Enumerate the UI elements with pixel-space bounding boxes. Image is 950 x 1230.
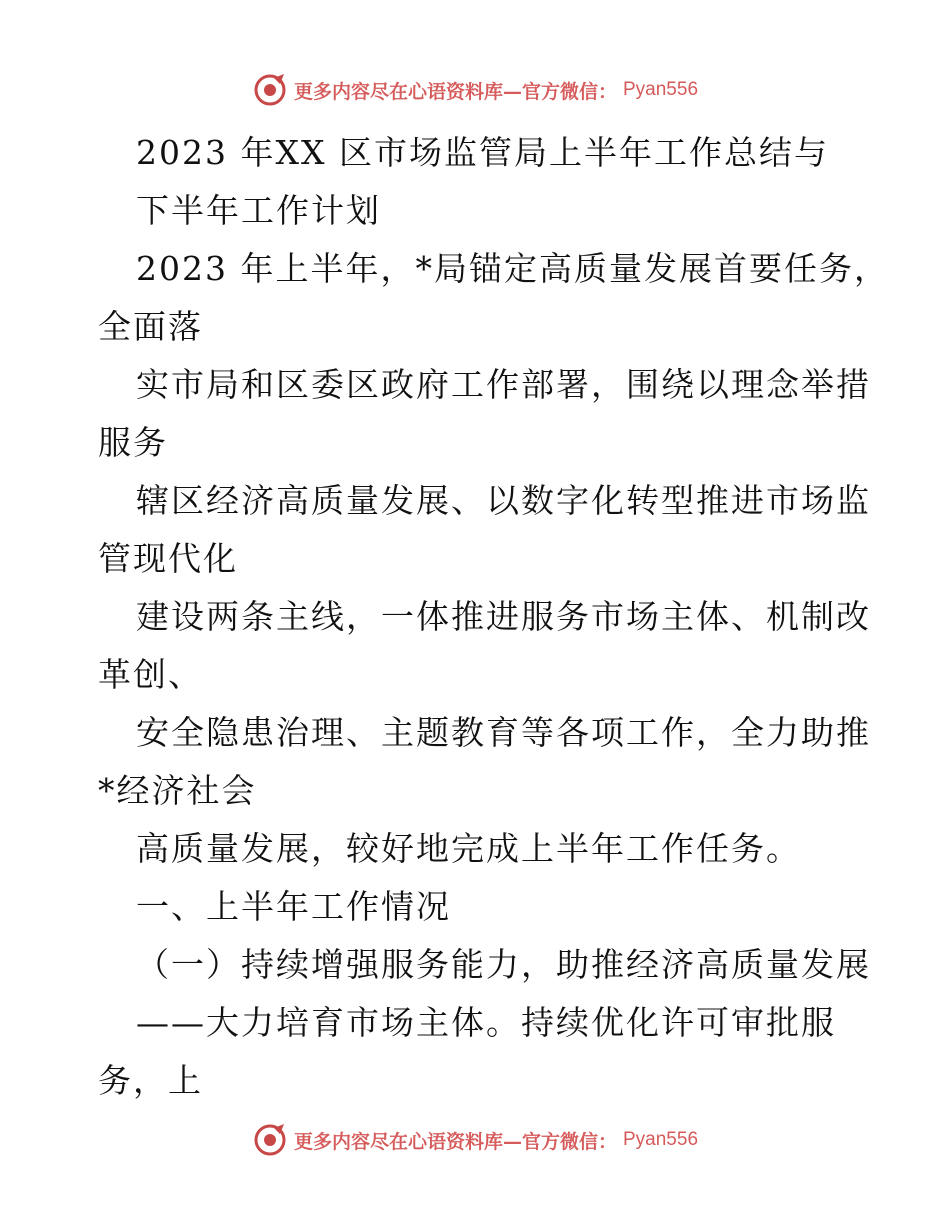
document-body (98, 124, 889, 1110)
doc-line: ——大力培育市场主体。持续优化许可审批服 (136, 1003, 836, 1042)
doc-line: 管现代化 (98, 539, 238, 578)
watermark-text: 更多内容尽在心语资料库—官方微信： (293, 80, 617, 103)
footer-watermark (0, 1120, 950, 1160)
doc-line: 下半年工作计划 (136, 191, 381, 230)
doc-line: 2023 年上半年，*局锚定高质量发展首要任务， (136, 249, 889, 288)
doc-line: （一）持续增强服务能力，助推经济高质量发展 (136, 945, 871, 984)
doc-line: 全面落 (98, 307, 203, 346)
doc-line: 安全隐患治理、主题教育等各项工作，全力助推 (136, 713, 871, 752)
doc-line: 建设两条主线，一体推进服务市场主体、机制改 (136, 597, 871, 636)
doc-line: 革创、 (98, 655, 203, 694)
doc-line: 一、上半年工作情况 (136, 887, 451, 926)
doc-line: 2023 年XX 区市场监管局上半年工作总结与 (136, 133, 829, 172)
doc-line: 实市局和区委区政府工作部署，围绕以理念举措 (136, 365, 871, 404)
header-watermark (0, 70, 950, 110)
watermark-id: Pyan556 (623, 1129, 699, 1150)
doc-line: *经济社会 (98, 771, 257, 810)
watermark-id: Pyan556 (623, 79, 699, 100)
doc-line: 务，上 (98, 1061, 203, 1100)
logo-icon (252, 1122, 288, 1158)
doc-line: 辖区经济高质量发展、以数字化转型推进市场监 (136, 481, 871, 520)
doc-line: 服务 (98, 423, 168, 462)
logo-icon (252, 72, 288, 108)
watermark-text: 更多内容尽在心语资料库—官方微信： (293, 1130, 617, 1153)
doc-line: 高质量发展，较好地完成上半年工作任务。 (136, 829, 801, 868)
